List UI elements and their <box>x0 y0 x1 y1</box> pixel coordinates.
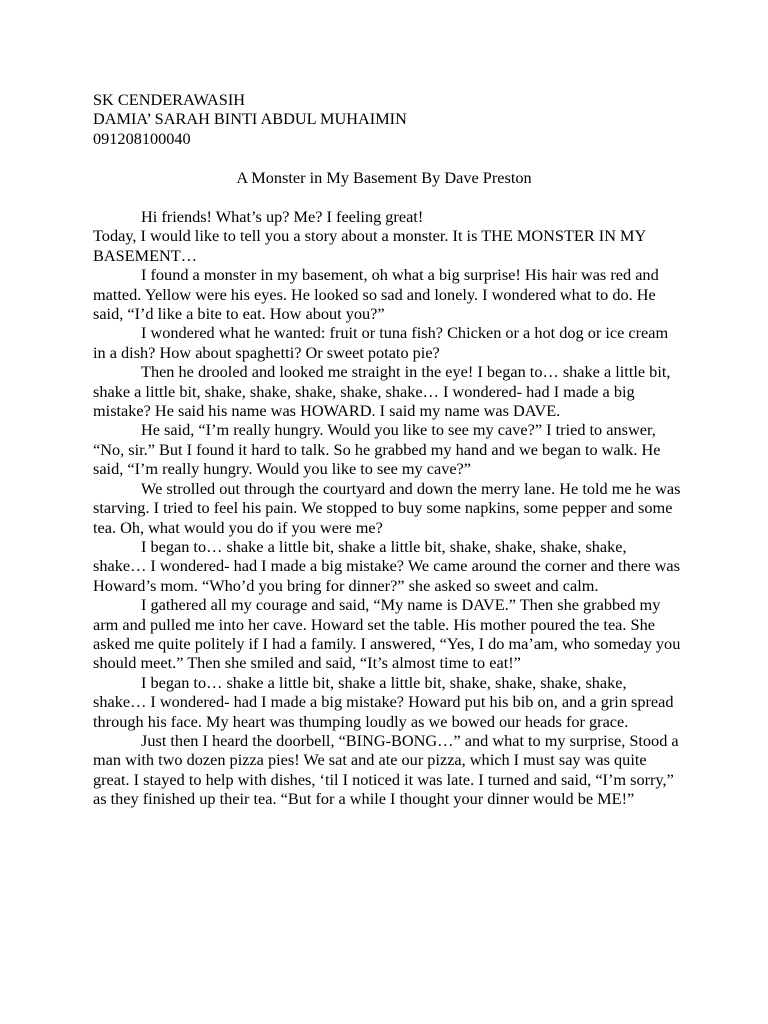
paragraph: He said, “I’m really hungry. Would you like to see my cave?” I tried to answer, “No, sir.” But I found it hard to talk. So he grabbed my hand and we began to walk. He said, “I’m really hungry. Would you like to see my cave?” <box>93 420 661 479</box>
student-name: DAMIA’ SARAH BINTI ABDUL MUHAIMIN <box>93 109 407 129</box>
paragraph: I found a monster in my basement, oh what a big surprise! His hair was red and matted. Yellow were his eyes. He looked so sad and lonely. I wondered what to do. He said, “I’d like a bite to eat. How about you?” <box>93 265 659 324</box>
story-body <box>93 207 681 809</box>
paragraph: Then he drooled and looked me straight in the eye! I began to… shake a little bit, shake a little bit, shake, shake, shake, shake, shake… I wondered- had I made a big mistake? He said his name was HOWARD. I said my name was DAVE. <box>93 362 671 421</box>
id-number: 091208100040 <box>93 128 191 148</box>
paragraph: Just then I heard the doorbell, “BING-BONG…” and what to my surprise, Stood a man with two dozen pizza pies! We sat and ate our pizza, which I must say was quite great. I stayed to help with dishes, ‘til I noticed it was late. I turned and said, “I’m sorry,” as they finished up their tea. “But for a while I thought your dinner would be ME!” <box>93 730 679 809</box>
paragraph: I began to… shake a little bit, shake a little bit, shake, shake, shake, shake, shake… I wondered- had I made a big mistake? Howard put his bib on, and a grin spread through his face. My heart was thumping loudly as we bowed our heads for grace. <box>93 672 674 731</box>
paragraph: We strolled out through the courtyard and down the merry lane. He told me he was starving. I tried to feel his pain. We stopped to buy some napkins, some pepper and some tea. Oh, what would you do if you were me? <box>93 478 681 537</box>
school-name: SK CENDERAWASIH <box>93 90 246 109</box>
paragraph: I began to… shake a little bit, shake a little bit, shake, shake, shake, shake, shake… I wondered- had I made a big mistake? We came around the corner and there was Howard’s mom. “Who’d you bring for dinner?” she asked so sweet and calm. <box>93 536 680 595</box>
paragraph: Hi friends! What’s up? Me? I feeling great! <box>141 207 424 226</box>
document-header <box>93 90 693 148</box>
paragraph: Today, I would like to tell you a story about a monster. It is THE MONSTER IN MY BASEMENT… <box>93 226 646 265</box>
story-title: A Monster in My Basement By Dave Preston <box>236 168 532 187</box>
paragraph: I wondered what he wanted: fruit or tuna fish? Chicken or a hot dog or ice cream in a dish? How about spaghetti? Or sweet potato pie? <box>93 323 669 362</box>
paragraph: I gathered all my courage and said, “My name is DAVE.” Then she grabbed my arm and pulled me into her cave. Howard set the table. His mother poured the tea. She asked me quite politely if I had a family. I answered, “Yes, I do ma’am, who someday you should meet.” Then she smiled and said, “It’s almost time to eat!” <box>93 595 681 673</box>
